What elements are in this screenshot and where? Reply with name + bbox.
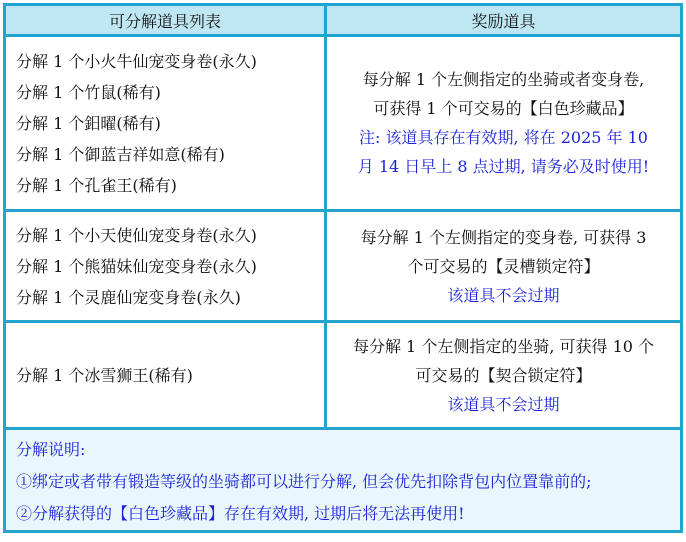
reward-line: 每分解 1 个左侧指定的坐骑, 可获得 10 个 bbox=[352, 336, 655, 356]
item-line: 分解 1 个熊猫妹仙宠变身卷(永久) bbox=[16, 256, 257, 276]
decompose-notes bbox=[6, 430, 680, 530]
item-line: 分解 1 个小火牛仙宠变身卷(永久) bbox=[16, 51, 257, 71]
reward-cell bbox=[327, 37, 680, 209]
reward-line: 可交易的【契合锁定符】 bbox=[415, 365, 592, 385]
decomposable-items-cell bbox=[6, 212, 324, 320]
notes-line: ①绑定或者带有锻造等级的坐骑都可以进行分解, 但会优先扣除背包内位置靠前的; bbox=[16, 472, 592, 491]
decomposable-items-cell bbox=[6, 323, 324, 427]
notes-row bbox=[6, 430, 680, 530]
reward-line: 个可交易的【灵槽锁定符】 bbox=[407, 256, 600, 276]
notes-line: ②分解获得的【白色珍藏品】存在有效期, 过期后将无法再使用! bbox=[16, 504, 465, 523]
item-line: 分解 1 个鈤曜(稀有) bbox=[16, 113, 161, 133]
item-line: 分解 1 个小天使仙宠变身卷(永久) bbox=[16, 225, 257, 245]
item-line: 分解 1 个冰雪狮王(稀有) bbox=[16, 365, 193, 385]
reward-expiry-note: 月 14 日早上 8 点过期, 请务必及时使用! bbox=[357, 157, 650, 176]
decompose-table-container bbox=[3, 3, 683, 533]
header-reward-items: 奖励道具 bbox=[327, 6, 680, 34]
header-decomposable-items: 可分解道具列表 bbox=[6, 6, 324, 34]
reward-expiry-note: 注: 该道具存在有效期, 将在 2025 年 10 bbox=[359, 128, 648, 147]
decomposable-items-cell bbox=[6, 37, 324, 209]
reward-line: 每分解 1 个左侧指定的变身卷, 可获得 3 bbox=[360, 227, 647, 247]
item-line: 分解 1 个灵鹿仙宠变身卷(永久) bbox=[16, 287, 241, 307]
reward-expiry-note: 该道具不会过期 bbox=[447, 394, 560, 414]
item-line: 分解 1 个竹鼠(稀有) bbox=[16, 82, 161, 102]
table-header-row bbox=[6, 6, 680, 34]
table-row bbox=[6, 323, 680, 427]
table-row bbox=[6, 37, 680, 209]
item-line: 分解 1 个孔雀王(稀有) bbox=[16, 175, 177, 195]
reward-cell bbox=[327, 323, 680, 427]
notes-title: 分解说明: bbox=[16, 440, 86, 459]
reward-line: 可获得 1 个可交易的【白色珍藏品】 bbox=[373, 99, 634, 118]
reward-line: 每分解 1 个左侧指定的坐骑或者变身卷, bbox=[362, 70, 645, 89]
item-line: 分解 1 个御蓝吉祥如意(稀有) bbox=[16, 144, 225, 164]
reward-expiry-note: 该道具不会过期 bbox=[447, 285, 560, 305]
decompose-table bbox=[3, 3, 683, 533]
reward-cell bbox=[327, 212, 680, 320]
table-row bbox=[6, 212, 680, 320]
